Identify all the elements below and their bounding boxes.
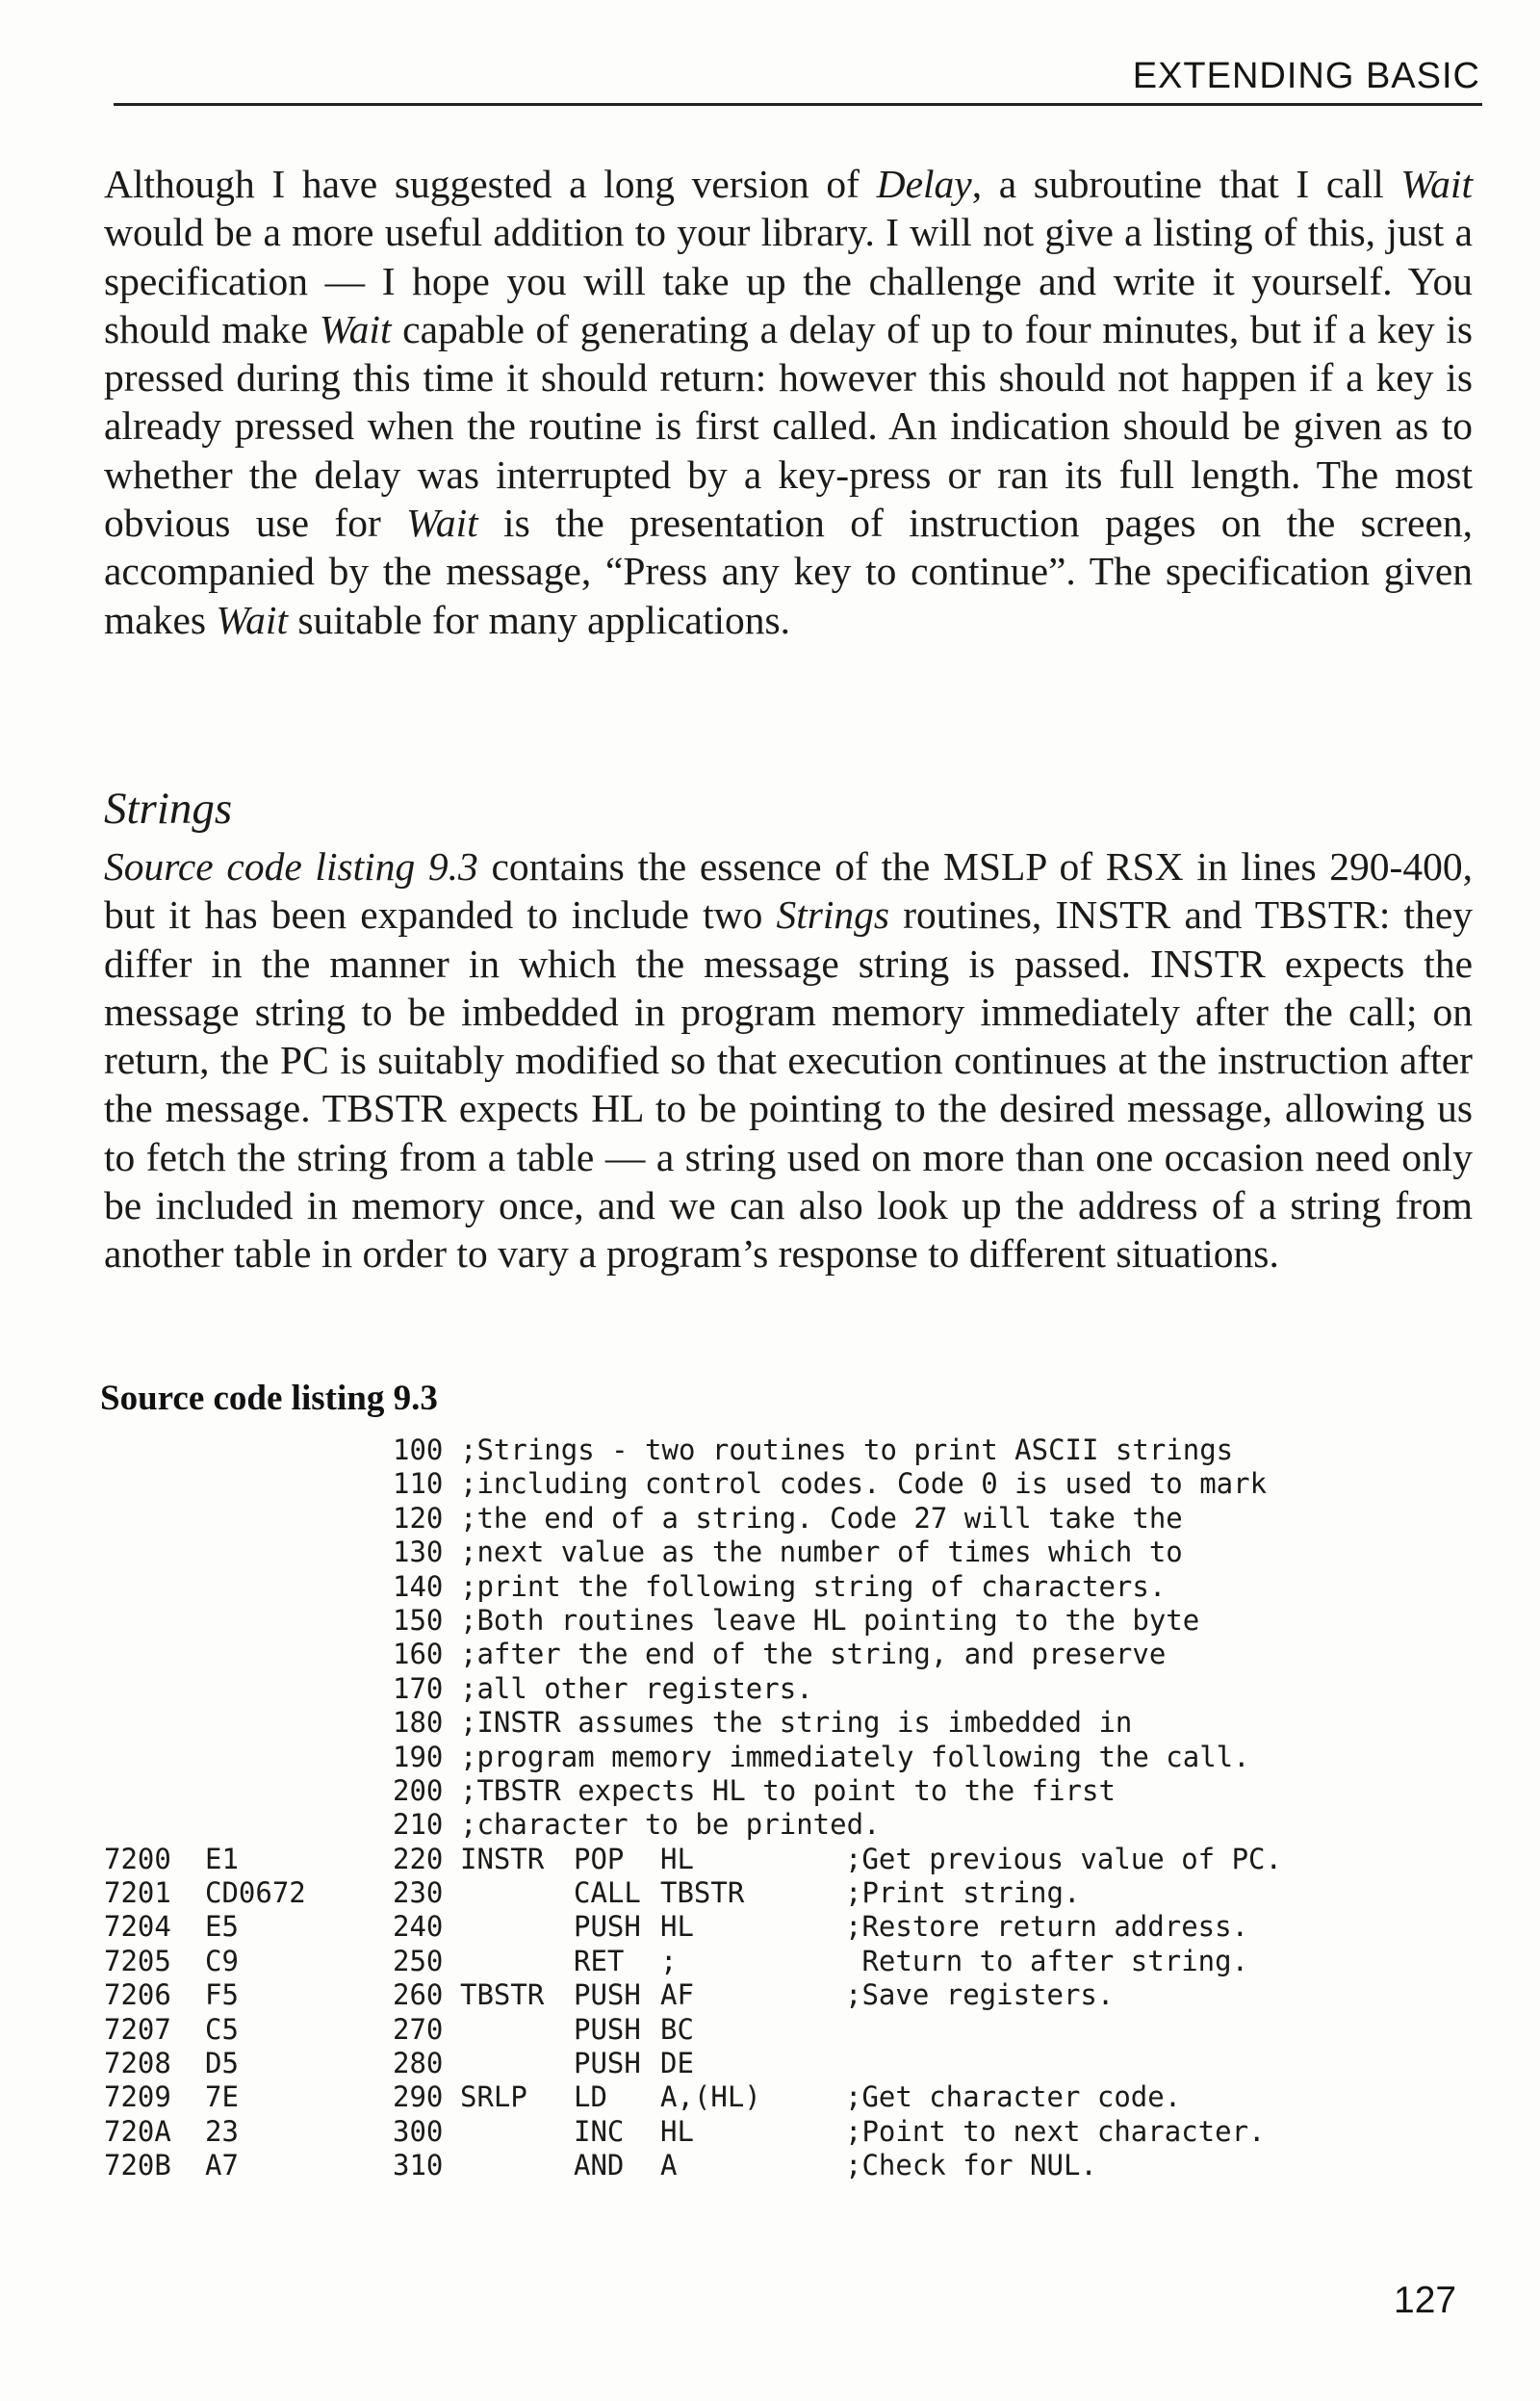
text-run: , a subroutine that I call — [971, 162, 1401, 206]
memory-address: 7206 — [104, 1978, 171, 2012]
italic-text: Delay — [876, 162, 972, 206]
line-number: 120 — [393, 1501, 444, 1535]
section-heading: Strings — [104, 784, 233, 834]
machine-code-bytes: E1 — [205, 1842, 239, 1875]
operand: DE — [660, 2047, 694, 2080]
memory-address: 7209 — [104, 2080, 171, 2114]
memory-address: 720B — [104, 2149, 171, 2182]
opcode: LD — [574, 2080, 607, 2114]
italic-text: Wait — [319, 306, 392, 351]
comment-text: ;program memory immediately following the call. — [460, 1740, 1250, 1773]
comment-text: ;Point to next character. — [845, 2114, 1266, 2148]
italic-text: Wait — [406, 501, 478, 546]
line-number: 310 — [393, 2149, 444, 2182]
line-number: 290 — [393, 2080, 444, 2114]
listing-line — [104, 2013, 1355, 2047]
memory-address: 7207 — [104, 2012, 171, 2046]
machine-code-bytes: 23 — [205, 2114, 239, 2148]
operand: HL — [660, 1910, 694, 1944]
machine-code-bytes: A7 — [205, 2149, 239, 2182]
comment-text: ;TBSTR expects HL to point to the first — [460, 1773, 1116, 1807]
opcode: CALL — [574, 1876, 641, 1910]
machine-code-bytes: 7E — [205, 2080, 239, 2114]
header-rule — [114, 103, 1482, 106]
comment-text: ;after the end of the string, and preserve — [460, 1638, 1167, 1671]
italic-text: Wait — [216, 597, 288, 642]
listing-line — [104, 2047, 1355, 2080]
listing-line — [104, 1536, 1355, 1569]
comment-text: Return to after string. — [845, 1944, 1249, 1977]
opcode: PUSH — [574, 1910, 641, 1944]
line-number: 280 — [393, 2047, 444, 2080]
listing-line — [104, 1741, 1355, 1774]
line-number: 220 — [393, 1842, 444, 1875]
text-run: is the presentation of instruction pages on the screen, accompanied by the message, “Press any key to continue”. The specification given makes — [104, 501, 1474, 642]
line-number: 190 — [393, 1740, 444, 1773]
operand: A — [660, 2149, 678, 2182]
machine-code-bytes: F5 — [205, 1978, 239, 2012]
line-number: 180 — [393, 1706, 444, 1740]
listing-line — [104, 2080, 1355, 2114]
text-run: routines, INSTR and TBSTR: they differ in the manner in which the message string is passed. INSTR expects the message string to be imbedded in program memory immediately after the call; on return, the PC is suitably modified so that execution continues at the instruction after the message. TBSTR expects HL to be pointing to the desired message, allowing us to fetch the string from a table — a string used on more than one occasion need only be included in memory once, and we can also look up the address of a string from another table in order to vary a program’s response to different situations. — [104, 892, 1473, 1277]
opcode: AND — [574, 2149, 625, 2182]
machine-code-bytes: CD0672 — [205, 1876, 306, 1910]
comment-text: ;Get character code. — [845, 2080, 1182, 2114]
line-number: 300 — [393, 2114, 444, 2148]
text-run: would be a more useful addition to your library. I will not give a listing of this, just a specification — I hope you will take up the challenge and write it yourself. You should make — [104, 210, 1473, 351]
memory-address: 720A — [104, 2114, 171, 2148]
listing-line — [104, 1433, 1355, 1467]
comment-text: ;Both routines leave HL pointing to the byte — [460, 1603, 1200, 1637]
comment-text: ;next value as the number of times which to — [460, 1536, 1183, 1569]
line-number: 200 — [393, 1773, 444, 1807]
operand: A,(HL) — [660, 2080, 761, 2114]
line-number: 100 — [393, 1433, 444, 1466]
line-number: 130 — [393, 1536, 444, 1569]
operand: HL — [660, 1842, 694, 1875]
opcode: POP — [574, 1842, 625, 1875]
listing-line — [104, 1502, 1355, 1536]
line-number: 160 — [393, 1638, 444, 1671]
opcode: RET — [574, 1944, 625, 1977]
label: INSTR — [460, 1842, 545, 1875]
line-number: 270 — [393, 2012, 444, 2046]
line-number: 110 — [393, 1467, 444, 1501]
comment-text: ;Get previous value of PC. — [845, 1842, 1282, 1875]
running-head: EXTENDING BASIC — [1132, 56, 1480, 96]
operand: AF — [660, 1978, 694, 2012]
operand: HL — [660, 2114, 694, 2148]
machine-code-bytes: D5 — [205, 2047, 239, 2080]
comment-text: ;all other registers. — [460, 1671, 813, 1705]
paragraph-strings — [104, 842, 1473, 1278]
line-number: 250 — [393, 1944, 444, 1977]
machine-code-bytes: C5 — [205, 2012, 239, 2046]
paragraph-wait — [104, 160, 1473, 644]
memory-address: 7201 — [104, 1876, 171, 1910]
comment-text: ;Restore return address. — [845, 1910, 1249, 1944]
comment-text: ;print the following string of characters. — [460, 1569, 1167, 1603]
text-run: suitable for many applications. — [287, 597, 791, 642]
line-number: 230 — [393, 1876, 444, 1910]
listing-line — [104, 1843, 1355, 1876]
listing-line — [104, 1604, 1355, 1638]
listing-line — [104, 2115, 1355, 2149]
listing-line — [104, 2149, 1355, 2182]
memory-address: 7204 — [104, 1910, 171, 1944]
machine-code-bytes: C9 — [205, 1944, 239, 1977]
line-number: 210 — [393, 1808, 444, 1842]
comment-text: ;Save registers. — [845, 1978, 1115, 2012]
memory-address: 7208 — [104, 2047, 171, 2080]
label: SRLP — [460, 2080, 527, 2114]
listing-line — [104, 1570, 1355, 1604]
text-run: capable of generating a delay of up to four minutes, but if a key is pressed during this time it should return: however this should not happen if a key is already pressed when the routine is first called. An indication should be given as to whether the delay was interrupted by a key-press or ran its full length. The most obvious use for — [104, 306, 1473, 546]
listing-line — [104, 1978, 1355, 2012]
listing-line — [104, 1774, 1355, 1808]
italic-text: Strings — [776, 892, 890, 938]
listing-line — [104, 1672, 1355, 1706]
comment-text: ;Strings - two routines to print ASCII strings — [460, 1433, 1234, 1466]
line-number: 150 — [393, 1603, 444, 1637]
comment-text: ;Check for NUL. — [845, 2149, 1097, 2182]
line-number: 140 — [393, 1569, 444, 1603]
operand: ; — [660, 1944, 678, 1977]
opcode: PUSH — [574, 2047, 641, 2080]
machine-code-bytes: E5 — [205, 1910, 239, 1944]
listing-line — [104, 1706, 1355, 1740]
page-number: 127 — [1394, 2280, 1457, 2321]
line-number: 240 — [393, 1910, 444, 1944]
opcode: INC — [574, 2114, 625, 2148]
opcode: PUSH — [574, 1978, 641, 2012]
line-number: 260 — [393, 1978, 444, 2012]
listing-line — [104, 1808, 1355, 1842]
italic-text: Wait — [1400, 162, 1473, 206]
source-code-listing — [104, 1433, 1355, 2183]
line-number: 170 — [393, 1671, 444, 1705]
listing-title: Source code listing 9.3 — [100, 1379, 438, 1418]
memory-address: 7205 — [104, 1944, 171, 1977]
opcode: PUSH — [574, 2012, 641, 2046]
comment-text: ;character to be printed. — [460, 1808, 881, 1842]
listing-line — [104, 1467, 1355, 1501]
comment-text: ;the end of a string. Code 27 will take the — [460, 1501, 1183, 1535]
label: TBSTR — [460, 1978, 545, 2012]
operand: TBSTR — [660, 1876, 745, 1910]
listing-line — [104, 1876, 1355, 1910]
listing-line — [104, 1945, 1355, 1978]
comment-text: ;Print string. — [845, 1876, 1081, 1910]
text-run: Although I have suggested a long version of — [104, 162, 877, 206]
listing-line — [104, 1910, 1355, 1944]
listing-line — [104, 1638, 1355, 1671]
italic-text: Source code listing 9.3 — [104, 844, 478, 889]
comment-text: ;including control codes. Code 0 is used to mark — [460, 1467, 1268, 1501]
comment-text: ;INSTR assumes the string is imbedded in — [460, 1706, 1133, 1740]
operand: BC — [660, 2012, 694, 2046]
memory-address: 7200 — [104, 1842, 171, 1875]
text-run: contains the essence of the MSLP of RSX in lines 290-400, but it has been expanded to include two — [104, 844, 1473, 938]
